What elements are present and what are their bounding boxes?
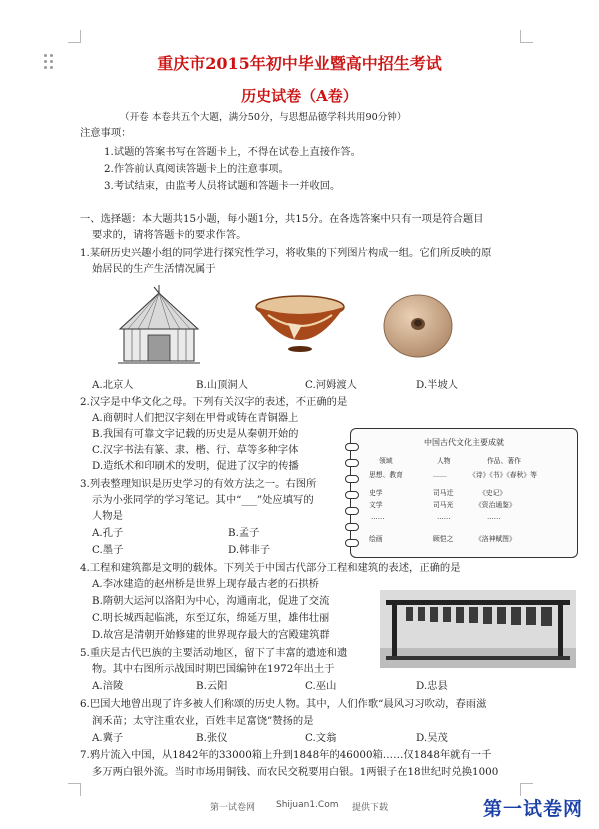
option-d[interactable]: D.故宫是清朝开始修建的世界现存最大的宫殿建筑群 — [92, 629, 330, 641]
notebook-cell: …… — [487, 513, 501, 521]
brand-watermark-logo: 第一试卷网 — [483, 798, 584, 820]
stone-spindle-wheel-image — [381, 288, 455, 360]
notebook-cell: 司马迁 — [433, 489, 454, 497]
notebook-ring-icon — [345, 539, 359, 547]
option-d[interactable]: D.韩非子 — [228, 544, 271, 556]
notebook-cell: …… — [437, 513, 451, 521]
option-b[interactable]: B.孟子 — [228, 527, 260, 539]
page-corner-mark — [68, 783, 81, 796]
notebook-cell: 史学 — [369, 489, 383, 497]
notebook-header-cell: 作品、著作 — [487, 457, 521, 465]
question-text: 5.重庆是古代巴族的主要活动地区，留下了丰富的遗迹和遗 — [80, 647, 348, 659]
notes-heading: 注意事项： — [80, 127, 132, 139]
option-a[interactable]: A.北京人 — [92, 379, 134, 391]
exam-title: 重庆市2015年初中毕业暨高中招生考试 — [157, 54, 442, 73]
note-item: 2.作答前认真阅读答题卡上的注意事项。 — [104, 163, 289, 175]
note-item: 3.考试结束，由监考人员将试题和答题卡一并收回。 — [104, 180, 341, 192]
question-text: 润禾苗；太守注重农业，百姓丰足富饶”赞扬的是 — [92, 715, 314, 727]
option-c[interactable]: C.汉字书法有篆、隶、楷、行、草等多种字体 — [92, 444, 299, 456]
hut-illustration-image — [118, 283, 200, 371]
option-c[interactable]: C.墨子 — [92, 544, 124, 556]
option-a[interactable]: A.李冰建造的赵州桥是世界上现存最古老的石拱桥 — [92, 578, 319, 590]
question-text: 4.工程和建筑都是文明的载体。下列关于中国古代部分工程和建筑的表述，正确的是 — [80, 562, 461, 574]
option-b[interactable]: B.我国有可靠文字记载的历史是从秦朝开始的 — [92, 428, 299, 440]
option-c[interactable]: C.河姆渡人 — [305, 379, 357, 391]
notebook-ring-icon — [345, 507, 359, 515]
notebook-cell: 文学 — [369, 501, 383, 509]
exam-info: （开卷 本卷共五个大题，满分50分，与思想品德学科共用90分钟） — [120, 112, 407, 123]
question-text: 6.巴国大地曾出现了许多被人们称颂的历史人物。其中，人们作歌“晨风习习吹动，春雨滋 — [80, 698, 487, 710]
notebook-cell: …… — [371, 513, 385, 521]
notebook-header-cell: 人物 — [437, 457, 451, 465]
option-d[interactable]: D.吴茂 — [416, 732, 448, 744]
question-text: 2.汉字是中华文化之母。下列有关汉字的表述，不正确的是 — [80, 396, 348, 408]
option-b[interactable]: B.山顶洞人 — [196, 379, 249, 391]
option-c[interactable]: C.文翁 — [305, 732, 337, 744]
notebook-cell: 《史记》 — [479, 489, 507, 497]
question-text: 1.某研历史兴趣小组的同学进行探究性学习，将收集的下列图片构成一组。它们所反映的原 — [80, 247, 492, 259]
notebook-ring-icon — [345, 459, 359, 467]
option-a[interactable]: A.涪陵 — [92, 680, 124, 692]
notebook-cell: 《诗》《书》《春秋》等 — [469, 471, 537, 479]
bianzhong-bells-photo — [380, 590, 576, 668]
notebook-header-cell: 领域 — [379, 457, 393, 465]
question-text: 多万两白银外流。当时市场用铜钱、而农民交税要用白银。1两银子在18世纪时兑换1000 — [92, 766, 499, 778]
notebook-cell: 《洛神赋图》 — [475, 535, 516, 543]
option-d[interactable]: D.半坡人 — [416, 379, 459, 391]
option-b[interactable]: B.隋朝大运河以洛阳为中心，沟通南北，促进了交流 — [92, 595, 330, 607]
note-item: 1.试题的答案书写在答题卡上，不得在试卷上直接作答。 — [104, 146, 361, 158]
notebook-cell: ____ — [433, 469, 447, 477]
question-text: 示为小张同学的学习笔记。其中“___”处应填写的 — [92, 494, 314, 506]
notebook-title: 中国古代文化主要成就 — [424, 438, 504, 447]
option-d[interactable]: D.忠县 — [416, 680, 448, 692]
notebook-cell: 《资治通鉴》 — [475, 501, 516, 509]
question-text: 物。其中右图所示战国时期巴国编钟在1972年出土于 — [92, 663, 335, 675]
notebook-ring-icon — [345, 491, 359, 499]
question-text: 始居民的生产生活情况属于 — [92, 263, 216, 275]
option-a[interactable]: A.冀子 — [92, 732, 124, 744]
question-text: 3.列表整理知识是历史学习的有效方法之一。右图所 — [80, 478, 317, 490]
option-d[interactable]: D.造纸术和印刷术的发明，促进了汉字的传播 — [92, 460, 299, 472]
notebook-ring-icon — [345, 523, 359, 531]
section-intro: 要求的，请将答题卡的要求作答。 — [92, 229, 247, 241]
page-corner-mark — [520, 30, 533, 43]
footer-download-text: 提供下载 — [352, 803, 389, 813]
notebook-ring-icon — [345, 475, 359, 483]
option-b[interactable]: B.张仪 — [196, 732, 228, 744]
question-text: 7.鸦片流入中国，从1842年的33000箱上升到1848年的46000箱……仅1848年就有一千 — [80, 749, 492, 761]
notebook-cell: 绘画 — [369, 535, 383, 543]
notebook-cell: 司马光 — [433, 501, 454, 509]
notebook-cell: 顾恺之 — [433, 535, 454, 543]
option-c[interactable]: C.明长城西起临洮，东至辽东，绵延万里，雄伟壮丽 — [92, 612, 330, 624]
footer-site-url[interactable]: Shijuan1.Com — [276, 800, 339, 810]
exam-subtitle: 历史试卷（A卷） — [241, 87, 358, 105]
page-corner-mark — [68, 30, 81, 43]
option-c[interactable]: C.巫山 — [305, 680, 337, 692]
footer-site-name: 第一试卷网 — [210, 803, 256, 813]
section-intro: 一、选择题：本大题共15小题，每小题1分，共15分。在各选答案中只有一项是符合题目 — [80, 213, 484, 225]
study-notes-notebook-figure — [350, 428, 578, 558]
option-b[interactable]: B.云阳 — [196, 680, 228, 692]
question-text: 人物是 — [92, 510, 123, 522]
option-a[interactable]: A.商朝时人们把汉字刻在甲骨或铸在青铜器上 — [92, 412, 299, 424]
option-a[interactable]: A.孔子 — [92, 527, 124, 539]
black-pottery-bowl-image — [254, 293, 346, 355]
notebook-cell: 思想、教育 — [369, 471, 403, 479]
